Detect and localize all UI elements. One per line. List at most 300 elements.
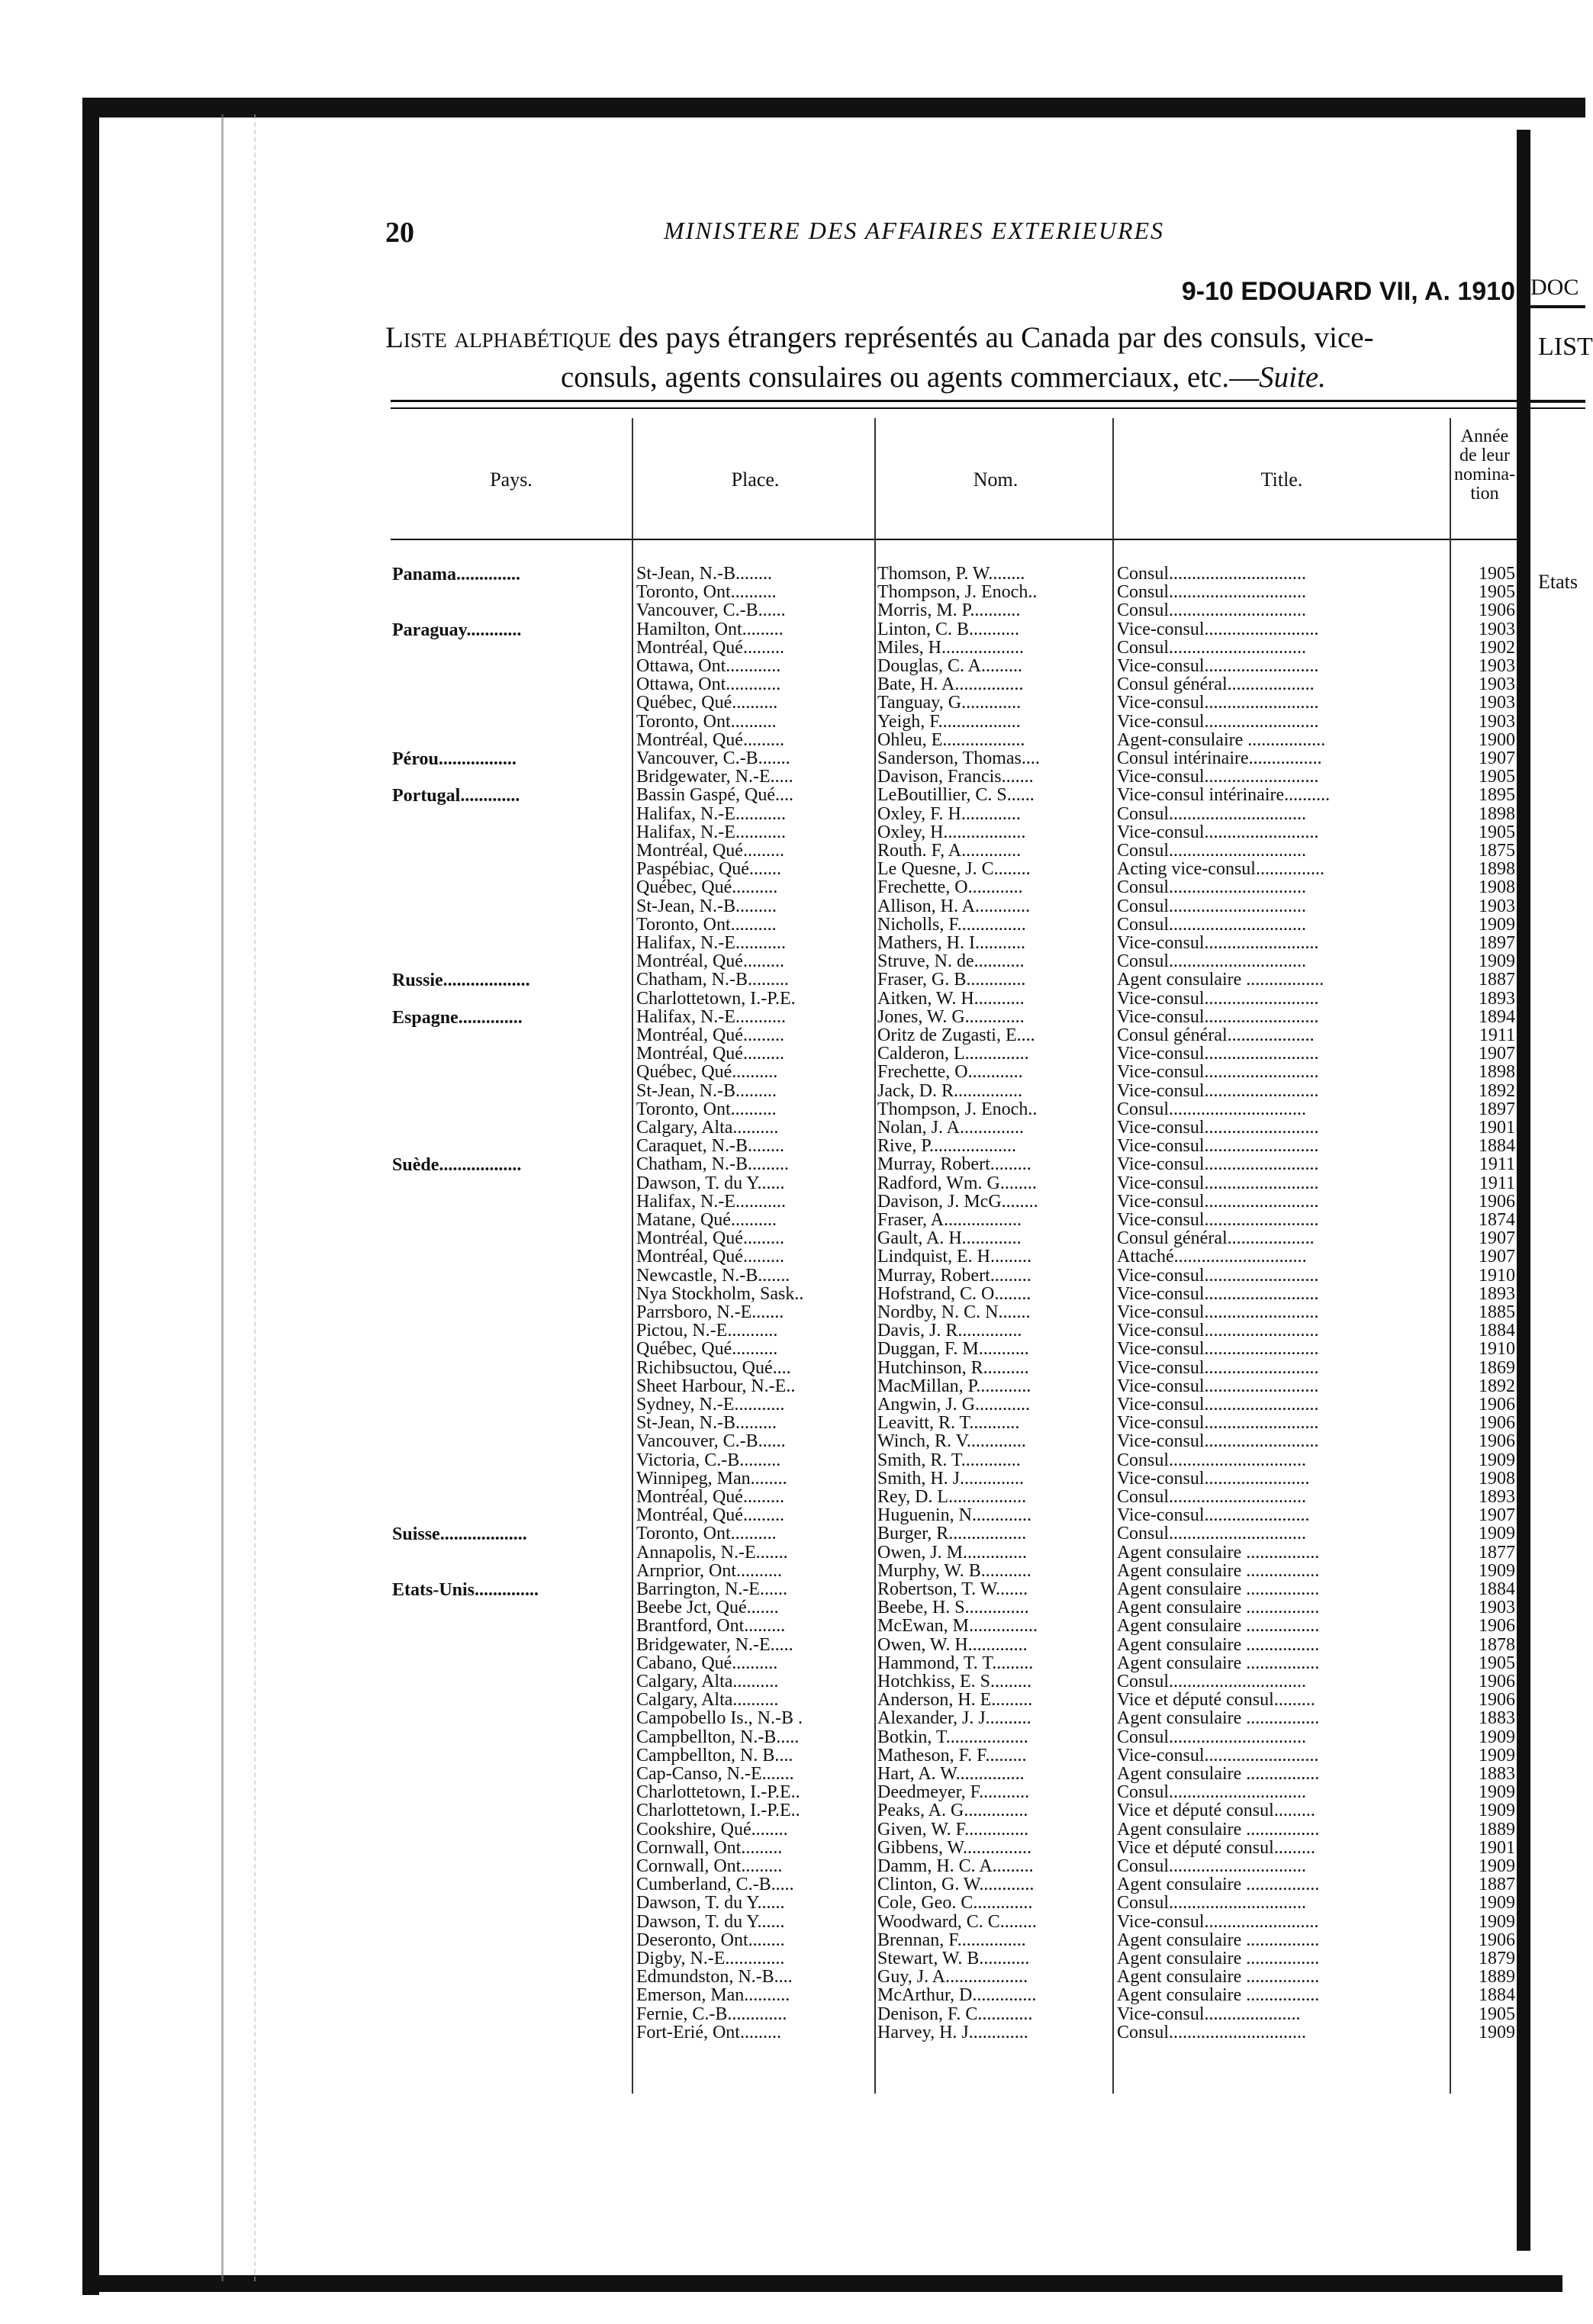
nom-cell: Hutchinson, R.......... bbox=[877, 1357, 1029, 1378]
title-cell: Consul.............................. bbox=[1117, 564, 1307, 584]
place-cell: Halifax, N.-E........... bbox=[636, 1006, 786, 1027]
year-cell: 1884 bbox=[1479, 1321, 1515, 1341]
nom-cell: Oxley, F. H............. bbox=[877, 803, 1021, 824]
year-cell: 1909 bbox=[1479, 914, 1515, 935]
place-cell: Montréal, Qué......... bbox=[636, 1228, 784, 1249]
country-label: Etats-Unis.............. bbox=[392, 1580, 539, 1600]
table-top-rule-thin bbox=[391, 407, 1521, 409]
year-cell: 1909 bbox=[1479, 1745, 1515, 1766]
nom-cell: Hart, A. W............... bbox=[877, 1764, 1025, 1784]
nom-cell: Sanderson, Thomas.... bbox=[877, 748, 1040, 768]
column-divider bbox=[632, 418, 633, 2094]
year-cell: 1883 bbox=[1479, 1708, 1515, 1729]
table-title-line-1 bbox=[385, 320, 1521, 355]
place-cell: Québec, Qué.......... bbox=[636, 877, 778, 898]
country-label: Pérou................. bbox=[392, 749, 517, 769]
place-cell: Bridgewater, N.-E..... bbox=[636, 767, 793, 787]
year-cell: 1907 bbox=[1479, 1247, 1515, 1267]
title-cell: Vice-consul......................... bbox=[1117, 619, 1319, 639]
place-cell: St-Jean, N.-B......... bbox=[636, 1080, 777, 1101]
adjacent-page-rule bbox=[1530, 305, 1585, 308]
year-cell: 1902 bbox=[1479, 637, 1515, 658]
place-cell: Charlottetown, I.-P.E. bbox=[636, 988, 796, 1009]
place-cell: Calgary, Alta.......... bbox=[636, 1118, 779, 1138]
nom-cell: Burger, R................. bbox=[877, 1524, 1027, 1544]
title-cell: Vice-consul......................... bbox=[1117, 1154, 1319, 1175]
title-cell: Agent consulaire ................ bbox=[1117, 1579, 1320, 1599]
adjacent-page-title: LIST bbox=[1538, 333, 1593, 361]
year-cell: 1889 bbox=[1479, 1967, 1515, 1988]
nom-cell: Linton, C. B........... bbox=[877, 619, 1020, 639]
column-header-title: Title. bbox=[1260, 468, 1303, 491]
title-cell: Vice-consul......................... bbox=[1117, 1339, 1319, 1360]
title-cell: Vice-consul......................... bbox=[1117, 1191, 1319, 1212]
year-cell: 1906 bbox=[1479, 1413, 1515, 1434]
title-cell: Vice-consul......................... bbox=[1117, 1210, 1319, 1230]
place-cell: Edmundston, N.-B.... bbox=[636, 1967, 793, 1988]
year-cell: 1901 bbox=[1479, 1118, 1515, 1138]
nom-cell: Gault, A. H............. bbox=[877, 1228, 1022, 1249]
title-cell: Vice-consul....................... bbox=[1117, 1468, 1310, 1489]
nom-cell: MacMillan, P............ bbox=[877, 1376, 1031, 1396]
year-cell: 1906 bbox=[1479, 1690, 1515, 1711]
year-cell: 1905 bbox=[1479, 564, 1515, 584]
nom-cell: Nicholls, F............... bbox=[877, 914, 1026, 935]
nom-cell: Robertson, T. W....... bbox=[877, 1579, 1028, 1599]
nom-cell: Routh. F, A............. bbox=[877, 841, 1022, 861]
place-cell: Charlottetown, I.-P.E.. bbox=[636, 1801, 800, 1821]
nom-cell: Murphy, W. B........... bbox=[877, 1560, 1031, 1581]
nom-cell: Rive, P................... bbox=[877, 1136, 1017, 1157]
place-cell: Dawson, T. du Y...... bbox=[636, 1911, 785, 1932]
title-lead: Liste alphabétique bbox=[385, 321, 612, 354]
year-cell: 1909 bbox=[1479, 1524, 1515, 1544]
adjacent-page-text: Etats bbox=[1538, 571, 1578, 593]
place-cell: Calgary, Alta.......... bbox=[636, 1672, 779, 1691]
nom-cell: Woodward, C. C........ bbox=[877, 1911, 1037, 1932]
year-cell: 1906 bbox=[1479, 1191, 1515, 1212]
title-cell: Agent consulaire ................ bbox=[1117, 1616, 1320, 1637]
place-cell: Deseronto, Ont........ bbox=[636, 1930, 785, 1950]
nom-cell: Davison, Francis....... bbox=[877, 767, 1034, 787]
year-cell: 1903 bbox=[1479, 656, 1515, 676]
title-cell: Vice-consul......................... bbox=[1117, 1044, 1319, 1064]
nom-cell: Smith, R. T............. bbox=[877, 1450, 1021, 1470]
place-cell: Toronto, Ont.......... bbox=[636, 1099, 777, 1119]
title-cell: Vice-consul......................... bbox=[1117, 1357, 1319, 1378]
year-cell: 1908 bbox=[1479, 1468, 1515, 1489]
year-cell: 1903 bbox=[1479, 711, 1515, 732]
title-cell: Vice-consul......................... bbox=[1117, 711, 1319, 732]
title-cell: Consul.............................. bbox=[1117, 914, 1307, 935]
title-cell: Agent consulaire ................ bbox=[1117, 1949, 1320, 1968]
place-cell: Campbellton, N.-B..... bbox=[636, 1727, 800, 1747]
title-cell: Consul.............................. bbox=[1117, 637, 1307, 658]
title-cell: Vice-consul......................... bbox=[1117, 1413, 1319, 1434]
place-cell: Victoria, C.-B......... bbox=[636, 1450, 781, 1470]
nom-cell: Miles, H.................. bbox=[877, 637, 1024, 658]
nom-cell: Huguenin, N............. bbox=[877, 1505, 1031, 1526]
year-cell: 1893 bbox=[1479, 1283, 1515, 1304]
nom-cell: Tanguay, G............. bbox=[877, 693, 1022, 713]
year-cell: 1893 bbox=[1479, 1487, 1515, 1507]
nom-cell: Guy, J. A.................. bbox=[877, 1967, 1028, 1988]
place-cell: Halifax, N.-E........... bbox=[636, 1191, 786, 1212]
nom-cell: Matheson, F. F......... bbox=[877, 1745, 1027, 1766]
title-cell: Vice-consul......................... bbox=[1117, 1395, 1319, 1415]
country-label: Suède.................. bbox=[392, 1155, 522, 1176]
nom-cell: Owen, J. M.............. bbox=[877, 1542, 1027, 1563]
nom-cell: Duggan, F. M........... bbox=[877, 1339, 1029, 1360]
nom-cell: Alexander, J. J.......... bbox=[877, 1708, 1031, 1729]
place-cell: Winnipeg, Man........ bbox=[636, 1468, 787, 1489]
year-cell: 1903 bbox=[1479, 1598, 1515, 1618]
place-cell: Québec, Qué.......... bbox=[636, 693, 778, 713]
nom-cell: Radford, Wm. G........ bbox=[877, 1173, 1037, 1193]
year-cell: 1909 bbox=[1479, 1450, 1515, 1470]
nom-cell: Oritz de Zugasti, E.... bbox=[877, 1025, 1035, 1045]
year-cell: 1906 bbox=[1479, 1616, 1515, 1637]
nom-cell: Struve, N. de........... bbox=[877, 951, 1025, 972]
column-header-nom: Nom. bbox=[973, 468, 1019, 491]
title-cell: Agent consulaire ................ bbox=[1117, 1542, 1320, 1563]
year-cell: 1905 bbox=[1479, 822, 1515, 842]
scan-border-left bbox=[82, 98, 99, 2295]
title-cell: Vice-consul......................... bbox=[1117, 1911, 1319, 1932]
nom-cell: Owen, W. H............. bbox=[877, 1634, 1028, 1655]
nom-cell: Beebe, H. S.............. bbox=[877, 1598, 1029, 1618]
title-cell: Agent consulaire ................ bbox=[1117, 1598, 1320, 1618]
column-header-year: Année de leur nomina-tion bbox=[1454, 426, 1515, 504]
title-cell: Vice-consul......................... bbox=[1117, 1302, 1319, 1322]
title-cell: Agent consulaire ................ bbox=[1117, 1708, 1320, 1729]
place-cell: Digby, N.-E............. bbox=[636, 1949, 785, 1968]
place-cell: Toronto, Ont.......... bbox=[636, 582, 777, 603]
year-cell: 1897 bbox=[1479, 1099, 1515, 1119]
title-cell: Vice-consul......................... bbox=[1117, 1062, 1319, 1083]
country-label: Espagne.............. bbox=[392, 1007, 523, 1028]
adjacent-page-rule bbox=[1530, 400, 1585, 403]
year-cell: 1869 bbox=[1479, 1357, 1515, 1378]
place-cell: Montréal, Qué......... bbox=[636, 951, 784, 972]
place-cell: Halifax, N.-E........... bbox=[636, 933, 786, 953]
place-cell: Montréal, Qué......... bbox=[636, 1505, 784, 1526]
nom-cell: Lindquist, E. H......... bbox=[877, 1247, 1031, 1267]
title-cell: Acting vice-consul............... bbox=[1117, 859, 1324, 880]
title-cell: Vice-consul......................... bbox=[1117, 1376, 1319, 1396]
year-cell: 1906 bbox=[1479, 1930, 1515, 1950]
place-cell: Chatham, N.-B......... bbox=[636, 1154, 789, 1175]
year-cell: 1879 bbox=[1479, 1949, 1515, 1968]
year-cell: 1907 bbox=[1479, 748, 1515, 768]
title-cell: Consul.............................. bbox=[1117, 951, 1307, 972]
place-cell: St-Jean, N.-B........ bbox=[636, 564, 772, 584]
place-cell: Toronto, Ont.......... bbox=[636, 914, 777, 935]
nom-cell: Fraser, A................. bbox=[877, 1210, 1022, 1230]
title-cell: Vice et député consul......... bbox=[1117, 1801, 1315, 1821]
nom-cell: McArthur, D.............. bbox=[877, 1985, 1037, 2006]
title-suite: Suite. bbox=[1259, 361, 1326, 394]
title-cell: Vice-consul......................... bbox=[1117, 933, 1319, 953]
adjacent-page-rule bbox=[1530, 407, 1585, 409]
year-cell: 1911 bbox=[1479, 1025, 1515, 1045]
place-cell: Newcastle, N.-B....... bbox=[636, 1265, 790, 1286]
year-cell: 1901 bbox=[1479, 1837, 1515, 1858]
binding-edge bbox=[221, 114, 256, 2281]
year-cell: 1909 bbox=[1479, 1727, 1515, 1747]
title-rest: des pays étrangers représentés au Canada par des consuls, vice- bbox=[611, 321, 1374, 354]
year-cell: 1909 bbox=[1479, 1801, 1515, 1821]
place-cell: Caraquet, N.-B........ bbox=[636, 1136, 784, 1157]
place-cell: Dawson, T. du Y...... bbox=[636, 1173, 785, 1193]
title-cell: Vice-consul......................... bbox=[1117, 693, 1319, 713]
title-line-2-text: consuls, agents consulaires ou agents commerciaux, etc.— bbox=[561, 361, 1260, 394]
column-divider bbox=[874, 418, 876, 2094]
year-cell: 1909 bbox=[1479, 951, 1515, 972]
title-cell: Vice-consul......................... bbox=[1117, 1745, 1319, 1766]
nom-cell: Gibbens, W............... bbox=[877, 1837, 1032, 1858]
title-cell: Consul.............................. bbox=[1117, 877, 1307, 898]
year-cell: 1909 bbox=[1479, 1856, 1515, 1876]
title-cell: Agent consulaire ................ bbox=[1117, 1967, 1320, 1988]
nom-cell: Le Quesne, J. C........ bbox=[877, 859, 1031, 880]
place-cell: Bassin Gaspé, Qué.... bbox=[636, 785, 793, 806]
title-cell: Agent consulaire ................ bbox=[1117, 1653, 1320, 1673]
title-cell: Vice-consul......................... bbox=[1117, 656, 1319, 676]
year-cell: 1909 bbox=[1479, 1782, 1515, 1803]
year-cell: 1877 bbox=[1479, 1542, 1515, 1563]
place-cell: Fort-Erié, Ont......... bbox=[636, 2022, 781, 2042]
title-cell: Consul intérinaire................ bbox=[1117, 748, 1322, 768]
session-reference: 9-10 EDOUARD VII, A. 1910 bbox=[1181, 277, 1515, 306]
title-cell: Consul.............................. bbox=[1117, 1782, 1307, 1803]
title-cell: Vice-consul......................... bbox=[1117, 1080, 1319, 1101]
place-cell: Montréal, Qué......... bbox=[636, 1025, 784, 1045]
title-cell: Vice-consul....................... bbox=[1117, 1505, 1310, 1526]
year-cell: 1906 bbox=[1479, 1672, 1515, 1691]
place-cell: Québec, Qué.......... bbox=[636, 1339, 778, 1360]
title-cell: Agent consulaire ................ bbox=[1117, 1634, 1320, 1655]
title-cell: Agent consulaire ................ bbox=[1117, 1930, 1320, 1950]
year-cell: 1884 bbox=[1479, 1579, 1515, 1599]
title-cell: Agent consulaire ................ bbox=[1117, 1764, 1320, 1784]
title-cell: Vice-consul......................... bbox=[1117, 1431, 1319, 1452]
nom-cell: Nordby, N. C. N....... bbox=[877, 1302, 1031, 1322]
title-cell: Vice-consul......................... bbox=[1117, 1118, 1319, 1138]
year-cell: 1910 bbox=[1479, 1265, 1515, 1286]
nom-cell: Hofstrand, C. O........ bbox=[877, 1283, 1031, 1304]
nom-cell: Winch, R. V............. bbox=[877, 1431, 1026, 1452]
year-cell: 1903 bbox=[1479, 619, 1515, 639]
nom-cell: Fraser, G. B............. bbox=[877, 970, 1026, 990]
place-cell: Chatham, N.-B......... bbox=[636, 970, 789, 990]
nom-cell: Peaks, A. G.............. bbox=[877, 1801, 1028, 1821]
place-cell: Toronto, Ont.......... bbox=[636, 711, 777, 732]
title-cell: Consul.............................. bbox=[1117, 600, 1307, 621]
year-cell: 1883 bbox=[1479, 1764, 1515, 1784]
year-cell: 1907 bbox=[1479, 1228, 1515, 1249]
title-cell: Consul général................... bbox=[1117, 674, 1315, 695]
title-cell: Vice-consul......................... bbox=[1117, 1006, 1319, 1027]
place-cell: Cornwall, Ont......... bbox=[636, 1837, 783, 1858]
title-cell: Consul.............................. bbox=[1117, 896, 1307, 916]
year-cell: 1898 bbox=[1479, 859, 1515, 880]
place-cell: Nya Stockholm, Sask.. bbox=[636, 1283, 804, 1304]
title-cell: Consul général................... bbox=[1117, 1025, 1315, 1045]
year-cell: 1889 bbox=[1479, 1819, 1515, 1840]
title-cell: Vice et député consul......... bbox=[1117, 1837, 1315, 1858]
place-cell: Sydney, N.-E........... bbox=[636, 1395, 785, 1415]
title-cell: Consul.............................. bbox=[1117, 1856, 1307, 1876]
year-cell: 1905 bbox=[1479, 767, 1515, 787]
title-cell: Agent consulaire ................ bbox=[1117, 1985, 1320, 2006]
year-cell: 1884 bbox=[1479, 1136, 1515, 1157]
title-cell: Vice-consul......................... bbox=[1117, 1136, 1319, 1157]
place-cell: Ottawa, Ont............ bbox=[636, 674, 781, 695]
year-cell: 1898 bbox=[1479, 803, 1515, 824]
title-cell: Agent consulaire ................ bbox=[1117, 1875, 1320, 1895]
place-cell: Ottawa, Ont............ bbox=[636, 656, 781, 676]
year-cell: 1903 bbox=[1479, 674, 1515, 695]
place-cell: Emerson, Man.......... bbox=[636, 1985, 790, 2006]
place-cell: Arnprior, Ont.......... bbox=[636, 1560, 783, 1581]
year-cell: 1898 bbox=[1479, 1062, 1515, 1083]
year-cell: 1875 bbox=[1479, 841, 1515, 861]
title-cell: Consul.............................. bbox=[1117, 1524, 1307, 1544]
nom-cell: Thompson, J. Enoch.. bbox=[877, 582, 1038, 603]
nom-cell: Aitken, W. H........... bbox=[877, 988, 1025, 1009]
year-cell: 1885 bbox=[1479, 1302, 1515, 1322]
nom-cell: Nolan, J. A.............. bbox=[877, 1118, 1024, 1138]
year-cell: 1893 bbox=[1479, 988, 1515, 1009]
nom-cell: Jack, D. R............... bbox=[877, 1080, 1022, 1101]
title-cell: Agent consulaire ................. bbox=[1117, 970, 1324, 990]
place-cell: Montréal, Qué......... bbox=[636, 637, 784, 658]
country-label: Russie................... bbox=[392, 970, 530, 991]
title-cell: Vice-consul......................... bbox=[1117, 822, 1319, 842]
nom-cell: Thomson, P. W........ bbox=[877, 564, 1025, 584]
title-cell: Vice et député consul......... bbox=[1117, 1690, 1315, 1711]
nom-cell: Smith, H. J.............. bbox=[877, 1468, 1025, 1489]
year-cell: 1905 bbox=[1479, 2004, 1515, 2024]
nom-cell: Damm, H. C. A......... bbox=[877, 1856, 1034, 1876]
place-cell: Cornwall, Ont......... bbox=[636, 1856, 783, 1876]
place-cell: Barrington, N.-E...... bbox=[636, 1579, 787, 1599]
title-cell: Consul.............................. bbox=[1117, 1727, 1307, 1747]
adjacent-page-header: DOC bbox=[1530, 275, 1579, 300]
country-label: Paraguay............ bbox=[392, 620, 522, 640]
title-cell: Consul.............................. bbox=[1117, 2022, 1307, 2042]
nom-cell: Oxley, H.................. bbox=[877, 822, 1026, 842]
country-label: Portugal............. bbox=[392, 786, 520, 806]
place-cell: Québec, Qué.......... bbox=[636, 1062, 778, 1083]
nom-cell: Frechette, O............ bbox=[877, 877, 1023, 898]
place-cell: Calgary, Alta.......... bbox=[636, 1690, 779, 1711]
column-header-pays: Pays. bbox=[490, 468, 533, 491]
title-cell: Consul.............................. bbox=[1117, 1672, 1307, 1691]
year-cell: 1874 bbox=[1479, 1210, 1515, 1230]
year-cell: 1906 bbox=[1479, 600, 1515, 621]
title-cell: Vice-consul......................... bbox=[1117, 1265, 1319, 1286]
year-cell: 1911 bbox=[1479, 1173, 1515, 1193]
place-cell: Halifax, N.-E........... bbox=[636, 822, 786, 842]
nom-cell: Bate, H. A............... bbox=[877, 674, 1024, 695]
nom-cell: Given, W. F.............. bbox=[877, 1819, 1029, 1840]
title-cell: Consul général................... bbox=[1117, 1228, 1315, 1249]
place-cell: Annapolis, N.-E....... bbox=[636, 1542, 788, 1563]
year-cell: 1895 bbox=[1479, 785, 1515, 806]
nom-cell: LeBoutillier, C. S...... bbox=[877, 785, 1035, 806]
title-cell: Consul.............................. bbox=[1117, 582, 1307, 603]
nom-cell: Thompson, J. Enoch.. bbox=[877, 1099, 1038, 1119]
scan-border-bottom bbox=[82, 2275, 1562, 2292]
nom-cell: Mathers, H. I........... bbox=[877, 933, 1025, 953]
place-cell: Parrsboro, N.-E....... bbox=[636, 1302, 784, 1322]
year-cell: 1892 bbox=[1479, 1376, 1515, 1396]
nom-cell: Yeigh, F.................. bbox=[877, 711, 1021, 732]
nom-cell: Leavitt, R. T........... bbox=[877, 1413, 1020, 1434]
place-cell: Hamilton, Ont......... bbox=[636, 619, 784, 639]
place-cell: Cap-Canso, N.-E....... bbox=[636, 1764, 794, 1784]
year-cell: 1905 bbox=[1479, 1653, 1515, 1673]
place-cell: Sheet Harbour, N.-E.. bbox=[636, 1376, 796, 1396]
title-cell: Vice-consul......................... bbox=[1117, 767, 1319, 787]
nom-cell: Murray, Robert......... bbox=[877, 1265, 1031, 1286]
year-cell: 1909 bbox=[1479, 1560, 1515, 1581]
nom-cell: Harvey, H. J............. bbox=[877, 2022, 1028, 2042]
year-cell: 1897 bbox=[1479, 933, 1515, 953]
year-cell: 1894 bbox=[1479, 1006, 1515, 1027]
place-cell: Dawson, T. du Y...... bbox=[636, 1893, 785, 1914]
nom-cell: Clinton, G. W............ bbox=[877, 1875, 1035, 1895]
nom-cell: Douglas, C. A......... bbox=[877, 656, 1023, 676]
year-cell: 1910 bbox=[1479, 1339, 1515, 1360]
place-cell: Richibsuctou, Qué.... bbox=[636, 1357, 791, 1378]
title-cell: Attaché............................. bbox=[1117, 1247, 1307, 1267]
title-cell: Vice-consul intérinaire.......... bbox=[1117, 785, 1331, 806]
title-cell: Vice-consul......................... bbox=[1117, 1321, 1319, 1341]
place-cell: Matane, Qué.......... bbox=[636, 1210, 777, 1230]
place-cell: Montréal, Qué......... bbox=[636, 1044, 784, 1064]
nom-cell: Murray, Robert......... bbox=[877, 1154, 1031, 1175]
title-cell: Vice-consul..................... bbox=[1117, 2004, 1301, 2024]
nom-cell: Hotchkiss, E. S......... bbox=[877, 1672, 1032, 1691]
nom-cell: Rey, D. L................. bbox=[877, 1487, 1027, 1507]
title-cell: Consul.............................. bbox=[1117, 1893, 1307, 1914]
nom-cell: Deedmeyer, F........... bbox=[877, 1782, 1030, 1803]
place-cell: Campbellton, N. B.... bbox=[636, 1745, 793, 1766]
title-cell: Agent-consulaire ................. bbox=[1117, 729, 1326, 750]
place-cell: Beebe Jct, Qué....... bbox=[636, 1598, 779, 1618]
nom-cell: Botkin, T.................. bbox=[877, 1727, 1028, 1747]
year-cell: 1878 bbox=[1479, 1634, 1515, 1655]
country-label: Suisse................... bbox=[392, 1524, 527, 1545]
year-cell: 1911 bbox=[1479, 1154, 1515, 1175]
place-cell: Cabano, Qué.......... bbox=[636, 1653, 778, 1673]
nom-cell: Anderson, H. E......... bbox=[877, 1690, 1033, 1711]
nom-cell: Jones, W. G............. bbox=[877, 1006, 1025, 1027]
nom-cell: Brennan, F............... bbox=[877, 1930, 1026, 1950]
year-cell: 1887 bbox=[1479, 1875, 1515, 1895]
place-cell: Paspébiac, Qué....... bbox=[636, 859, 781, 880]
year-cell: 1909 bbox=[1479, 1893, 1515, 1914]
year-cell: 1884 bbox=[1479, 1985, 1515, 2006]
nom-cell: Calderon, L.............. bbox=[877, 1044, 1029, 1064]
title-cell: Vice-consul......................... bbox=[1117, 988, 1319, 1009]
column-divider bbox=[1112, 418, 1114, 2094]
year-cell: 1909 bbox=[1479, 1911, 1515, 1932]
nom-cell: Morris, M. P........... bbox=[877, 600, 1021, 621]
